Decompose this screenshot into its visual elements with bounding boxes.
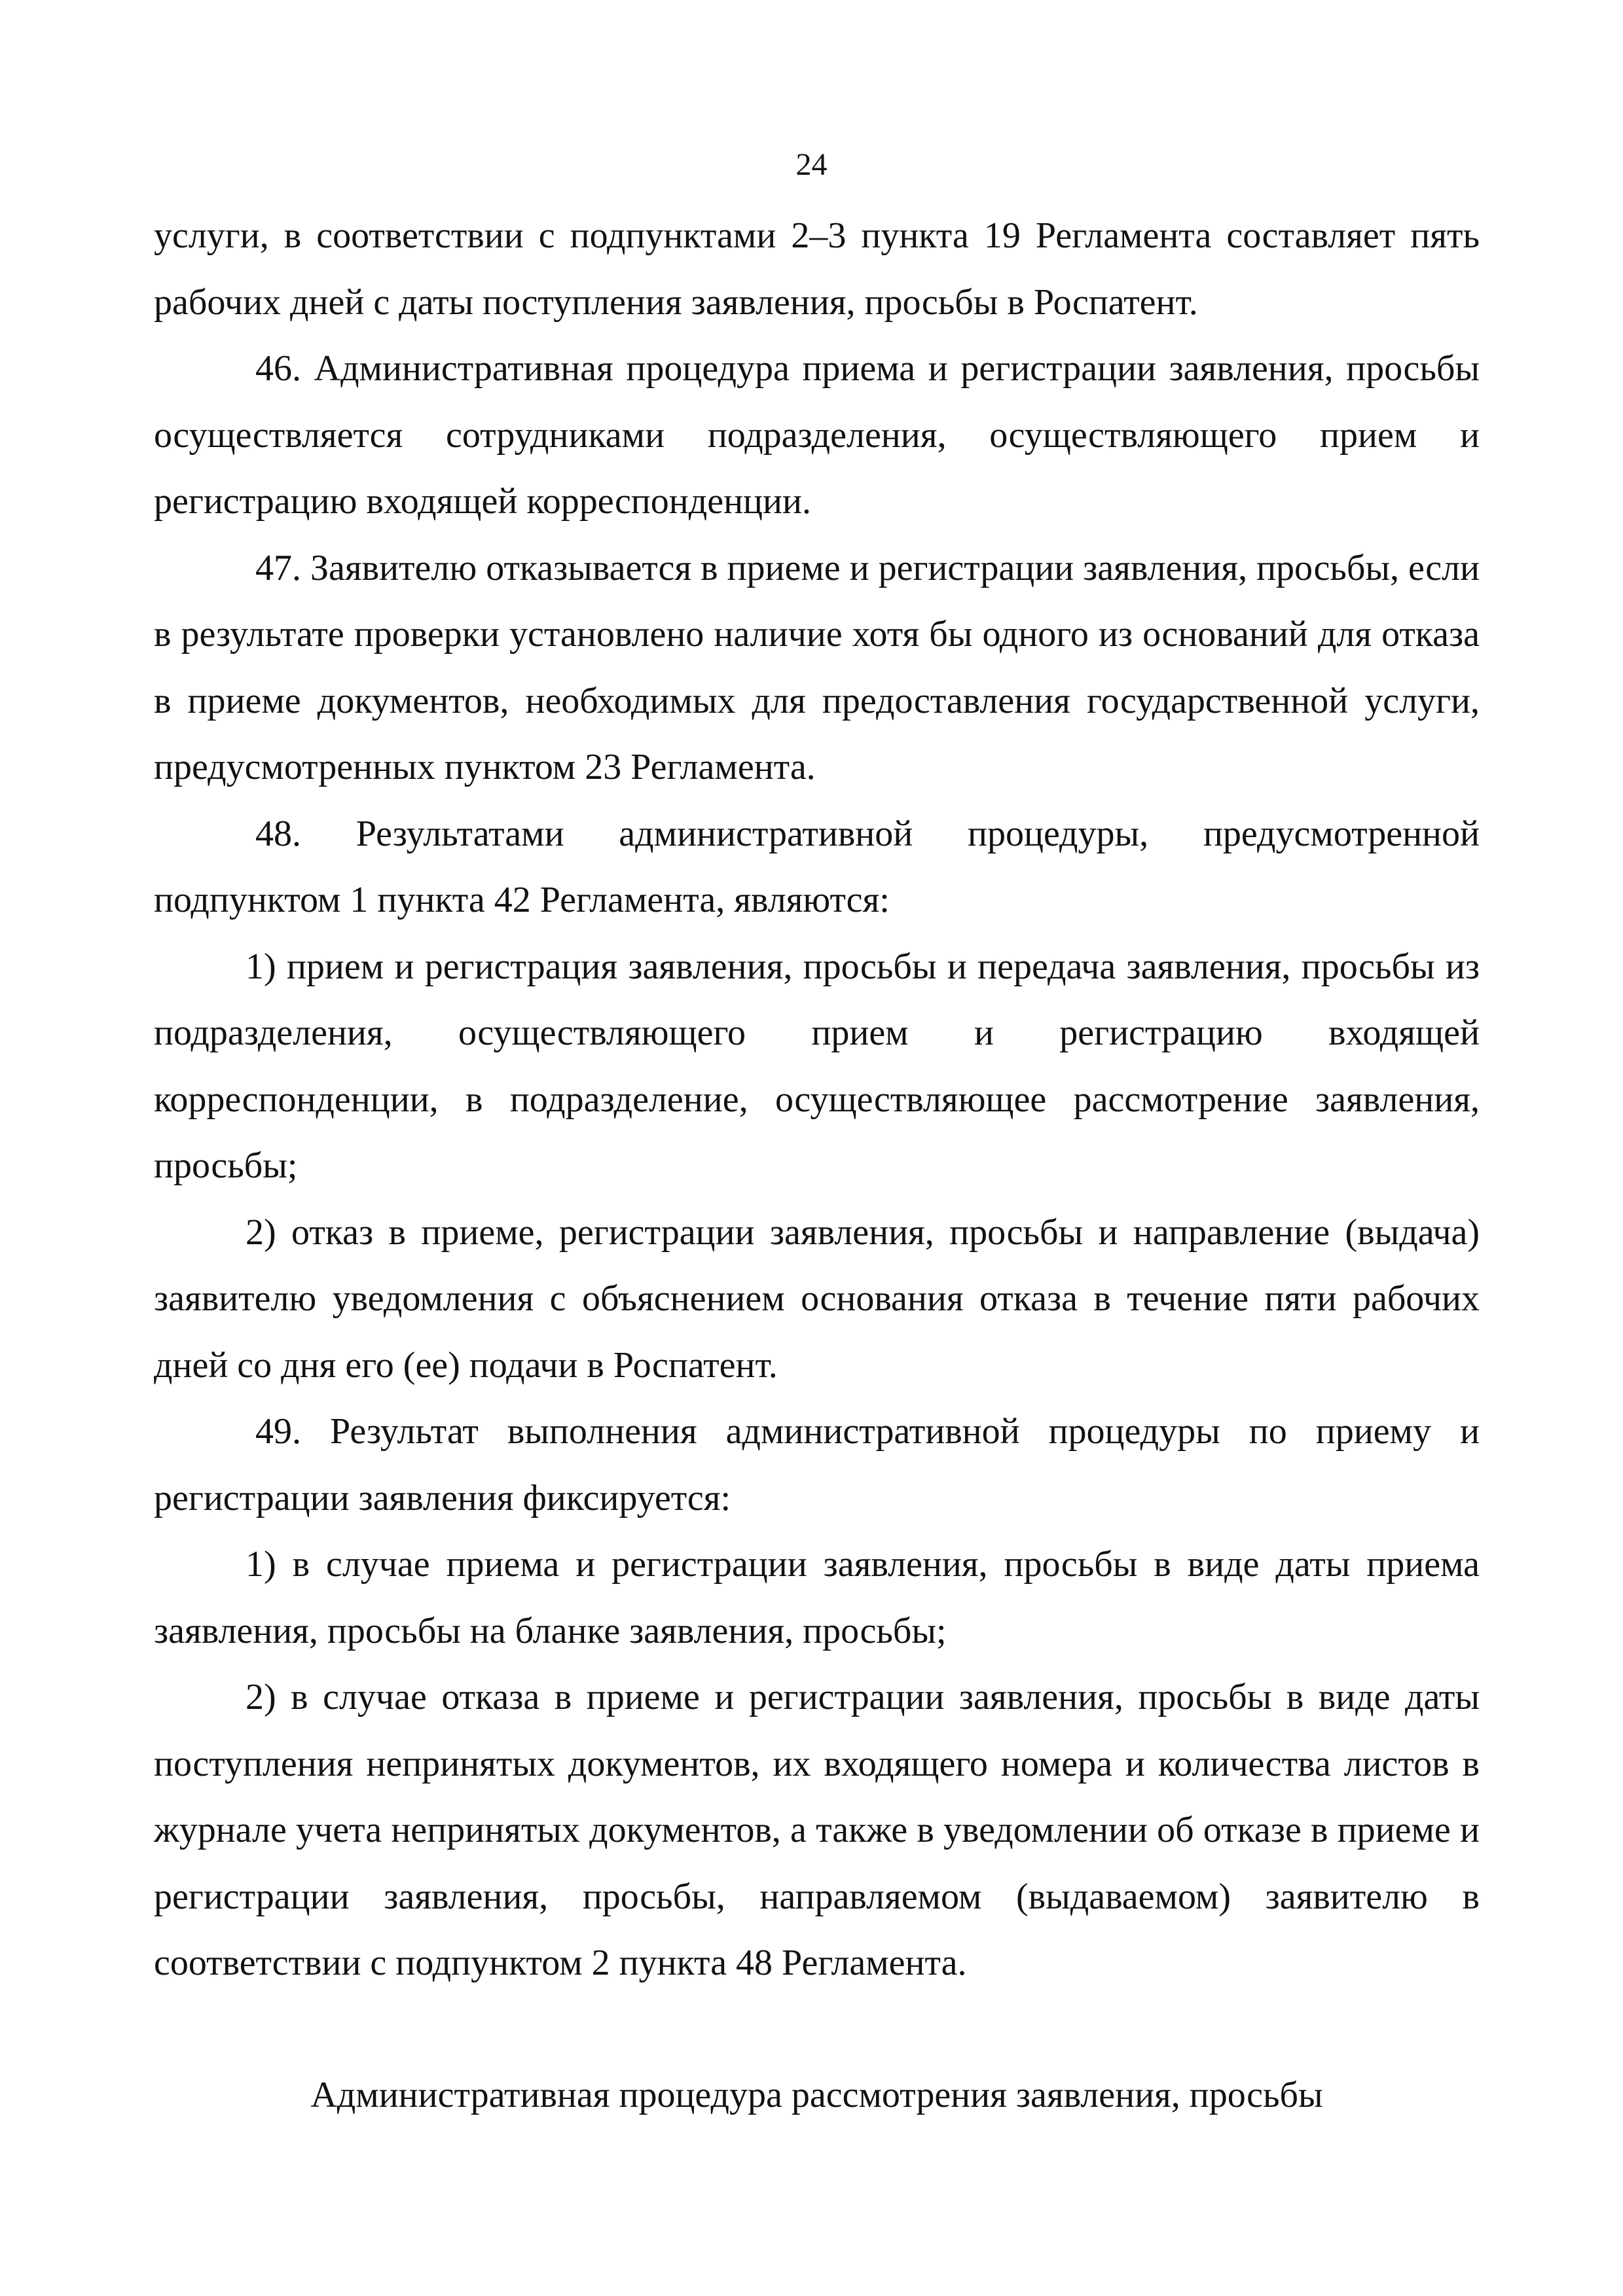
paragraph-continuation: услуги, в соответствии с подпунктами 2–3 пункта 19 Регламента составляет пять рабочих дней с даты поступления заявления, просьбы в Роспатент. (154, 215, 1480, 323)
paragraph-47: 47. Заявителю отказывается в приеме и регистрации заявления, просьбы, если в результате проверки установлено наличие хотя бы одного из оснований для отказа в приеме документов, необходимых для предоставления государственной услуги, предусмотренных пунктом 23 Регламента. (154, 547, 1480, 787)
page-number: 24 (795, 147, 828, 182)
section-heading: Административная процедура рассмотрения заявления, просьбы (310, 2074, 1323, 2115)
paragraph-49-item-1: 1) в случае приема и регистрации заявления, просьбы в виде даты приема заявления, просьбы на бланке заявления, просьбы; (154, 1544, 1480, 1651)
paragraph-49-item-2: 2) в случае отказа в приеме и регистрации заявления, просьбы в виде даты поступления непринятых документов, их входящего номера и количества листов в журнале учета непринятых документов, а также в уведомлении об отказе в приеме и регистрации заявления, просьбы, направляемом (выдаваемом) заявителю в соответствии с подпунктом 2 пункта 48 Регламента. (154, 1677, 1480, 1983)
paragraph-49: 49. Результат выполнения административной процедуры по приему и регистрации заявления фиксируется: (154, 1411, 1480, 1518)
paragraph-46: 46. Административная процедура приема и регистрации заявления, просьбы осуществляется сотрудниками подразделения, осуществляющего прием и регистрацию входящей корреспонденции. (154, 348, 1480, 522)
paragraph-48: 48. Результатами административной процедуры, предусмотренной подпунктом 1 пункта 42 Регламента, являются: (154, 813, 1480, 920)
paragraph-48-item-2: 2) отказ в приеме, регистрации заявления, просьбы и направление (выдача) заявителю уведомления с объяснением основания отказа в течение пяти рабочих дней со дня его (ее) подачи в Роспатент. (154, 1211, 1480, 1386)
paragraph-48-item-1: 1) прием и регистрация заявления, просьбы и передача заявления, просьбы из подразделения, осуществляющего прием и регистрацию входящей корреспонденции, в подразделение, осуществляющее рассмотрение заявления, просьбы; (154, 946, 1480, 1186)
document-body (154, 203, 1480, 2128)
